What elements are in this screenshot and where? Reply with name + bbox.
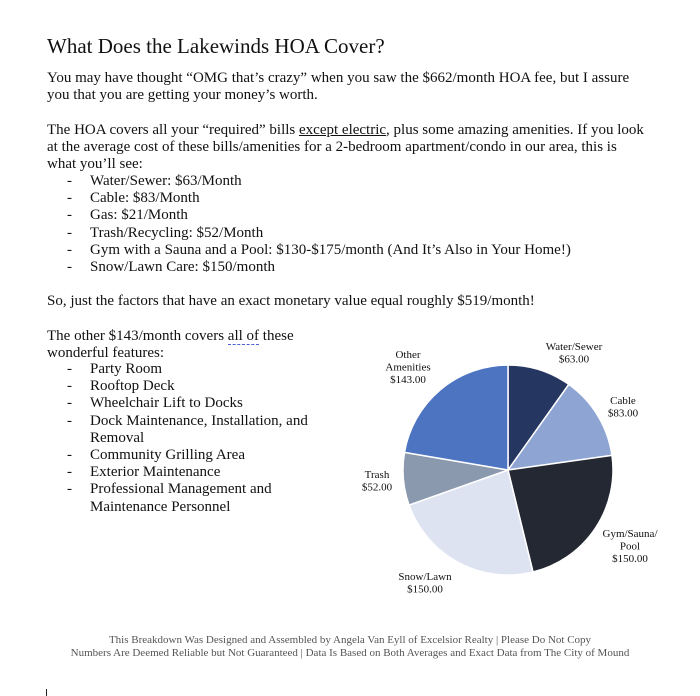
list-item: - Trash/Recycling: $52/Month (66, 225, 571, 242)
list-item: - Party Room (66, 361, 326, 378)
slice-label-line: $150.00 (407, 583, 443, 596)
other-text-before: The other $143/month covers (47, 328, 228, 344)
coverage-text-before: The HOA covers all your “required” bills (47, 122, 300, 138)
coverage-text-after: , plus some amazing amenities. If you look at the average cost of these bills/amenities for a 2-bedroom apartment/condo in our area, this is what you’ll see: (47, 122, 644, 172)
list-item: - Cable: $83/Month (66, 190, 571, 207)
slice-label (398, 571, 452, 596)
other-text-after: these wonderful features: (47, 328, 294, 361)
slice-label (385, 349, 430, 386)
slice-label-line: Other (395, 349, 421, 361)
slice-label (362, 469, 393, 494)
list-item: - Dock Maintenance, Installation, and Removal (66, 413, 326, 447)
slice-label-line: $150.00 (612, 553, 648, 565)
slice-label-line: Pool (619, 540, 641, 553)
cost-pie-chart (340, 330, 680, 610)
slice-label-line: $63.00 (558, 353, 590, 366)
bills-list (66, 173, 571, 276)
text-cursor (46, 689, 47, 696)
coverage-paragraph (47, 122, 647, 173)
summary-paragraph: So, just the factors that have an exact monetary value equal roughly $519/month! (47, 293, 535, 309)
list-item: - Wheelchair Lift to Docks (66, 395, 326, 412)
slice-label (603, 528, 659, 565)
slice-label-line: Amenities (385, 361, 431, 374)
intro-paragraph: You may have thought “OMG that’s crazy” when you saw the $662/month HOA fee, but I assure you that you are getting your money’s worth. (47, 70, 630, 103)
page-title: What Does the Lakewinds HOA Cover? (47, 34, 385, 58)
except-electric-text: except electric (299, 122, 387, 138)
pie-chart-svg (340, 330, 680, 610)
list-item: - Rooftop Deck (66, 378, 326, 395)
all-of-text: all of (227, 328, 260, 344)
features-list (66, 361, 326, 516)
slice-label (608, 395, 639, 420)
slice-label-line: Water/Sewer (545, 341, 603, 353)
list-item: - Gym with a Sauna and a Pool: $130-$175/month (And It’s Also in Your Home!) (66, 242, 571, 259)
slice-label (546, 341, 603, 366)
slice-label-line: $143.00 (390, 374, 426, 386)
list-item: - Professional Management and Maintenance Personnel (66, 481, 326, 515)
slice-label-line: Snow/Lawn (398, 571, 452, 583)
slice-label-line: $83.00 (607, 407, 639, 420)
slice-label-line: $52.00 (361, 481, 393, 494)
list-item: - Water/Sewer: $63/Month (66, 173, 571, 190)
slice-label-line: Gym/Sauna/ (602, 528, 658, 540)
list-item: - Exterior Maintenance (66, 464, 326, 481)
list-item: - Gas: $21/Month (66, 207, 571, 224)
list-item: - Snow/Lawn Care: $150/month (66, 259, 571, 276)
footer-disclaimer: Numbers Are Deemed Reliable but Not Guaranteed | Data Is Based on Both Averages and Exact Data from The City of Mound (70, 647, 630, 659)
slice-label-line: Trash (364, 469, 390, 481)
footer-credit: This Breakdown Was Designed and Assembled by Angela Van Eyll of Excelsior Realty | Please Do Not Copy (108, 634, 592, 646)
other-paragraph (47, 328, 347, 362)
list-item: - Community Grilling Area (66, 447, 326, 464)
slice-label-line: Cable (610, 395, 636, 407)
